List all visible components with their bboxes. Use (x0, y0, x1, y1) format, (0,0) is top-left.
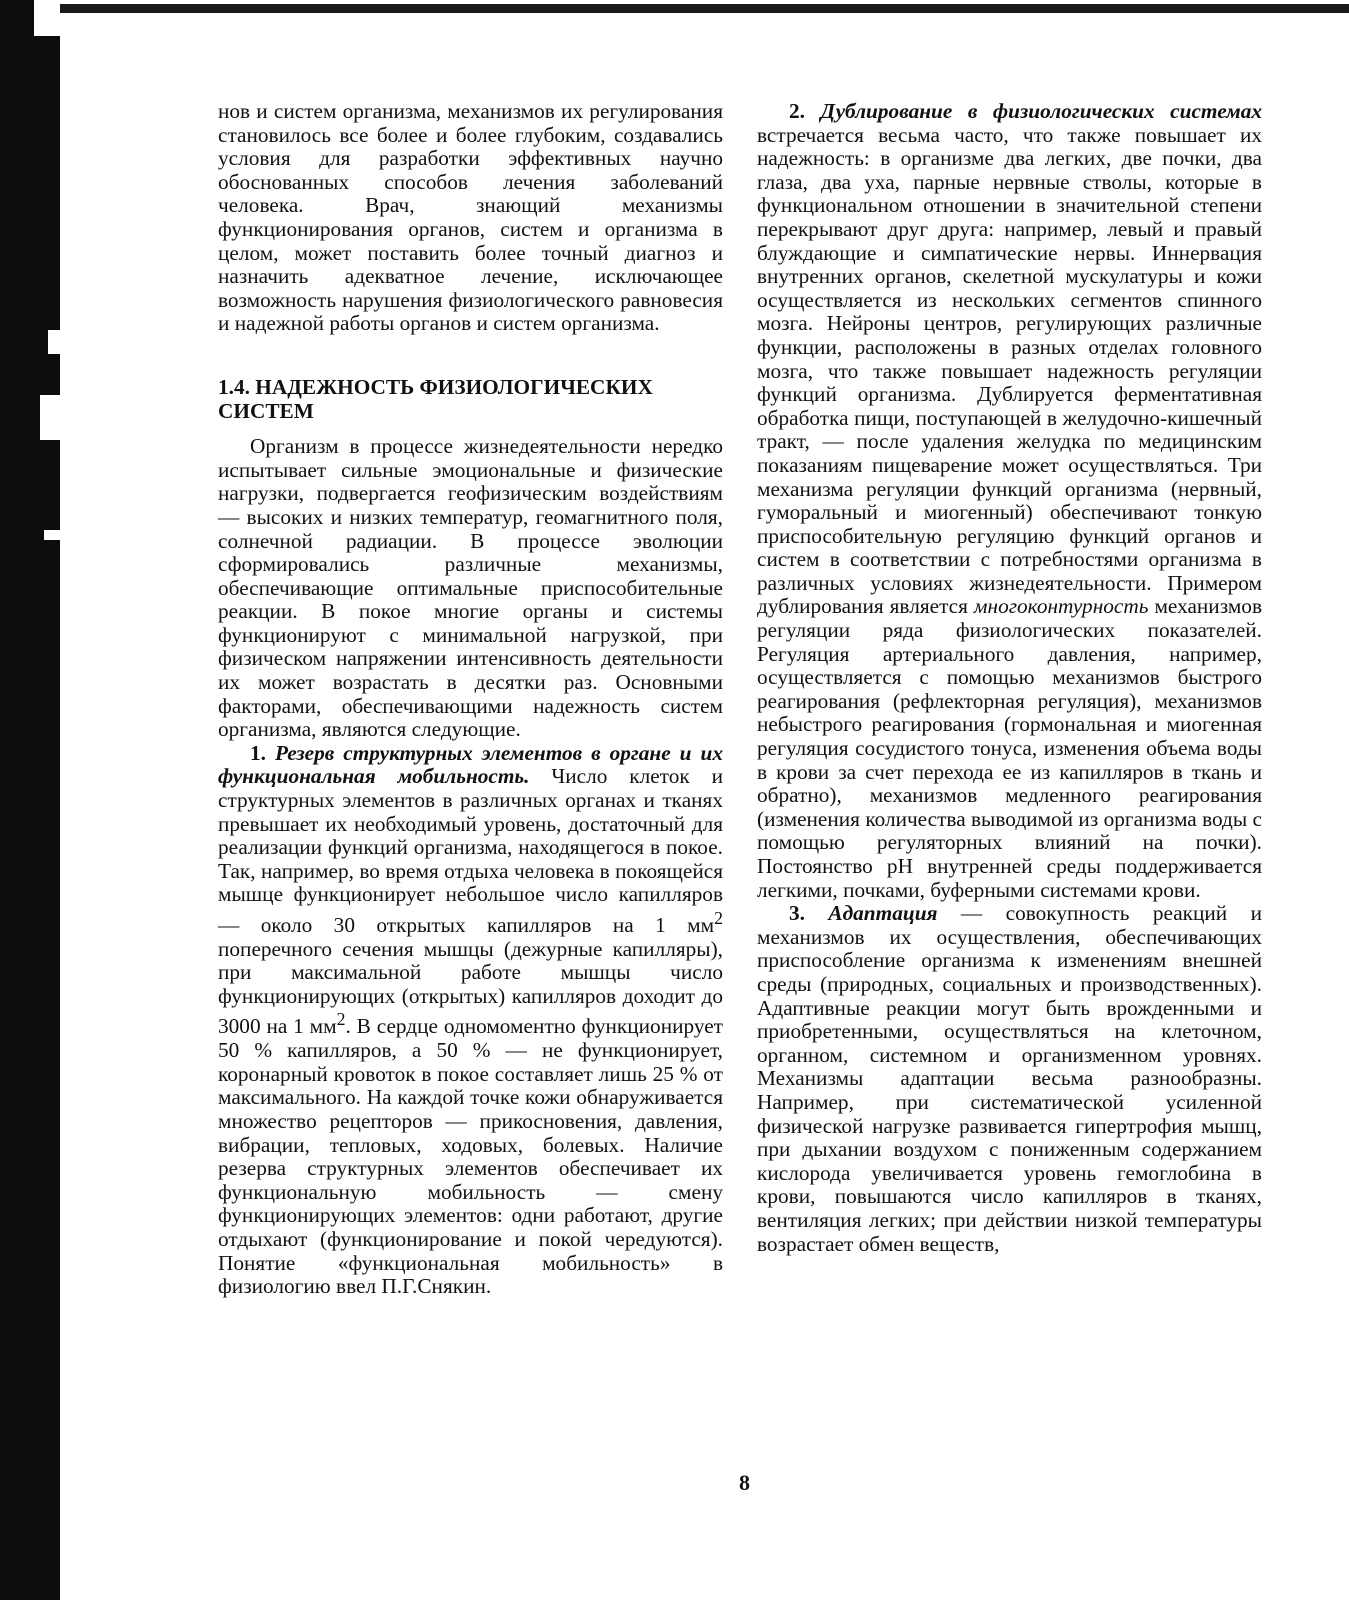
scan-left-edge (0, 0, 60, 1600)
item-number: 2. (789, 99, 821, 123)
superscript: 2 (714, 908, 723, 928)
item-heading-adaptation: Адаптация (828, 901, 938, 926)
top-scan-rule (0, 4, 1349, 13)
text-segment: Число клеток и структурных элементов в различных органах и тканях превышает их необходимый уровень, достаточный для реализации функций организма, находящегося в покое. Так, например, во время отдыха человека в покоящейся мышце функционирует небольшое число капилляров — около 30 открытых капилляров на 1 мм (218, 764, 723, 938)
text-segment: встречается весьма часто, что также повышает их надежность: в организме два легких, две почки, два глаза, два уха, парные нервные стволы, которые в функциональном отношении в значительной степени перекрывают друг друга: например, левый и правый блуждающие и симпатические нервы. Иннервация внутренних органов, скелетной мускулатуры и кожи осуществляется из нескольких сегментов спинного мозга. Нейроны центров, регулирующих различные функции, расположены в разных отделах головного мозга, что также повышает надежность регуляции функций организма. Дублируется ферментативная обработка пищи, поступающей в желудочно-кишечный тракт, — после удаления желудка по медицинским показаниям пищеварение может осуществляться. Три механизма регуляции функций организма (нервный, гуморальный и миогенный) обеспечивают тонкую приспособительную регуляцию функций органов и систем в соответствии с потребностями организма в различных условиях жизнедеятельности. Примером дублирования является (757, 122, 1262, 619)
paragraph-intro-continuation: нов и систем организма, механизмов их регулирования становилось все более и более глубоким, создавались условия для разработки эффективных научно обоснованных способов лечения заболеваний человека. Врач, знающий механизмы функционирования органов, систем и организма в целом, может поставить более точный диагноз и назначить адекватное лечение, исключающее возможность нарушения физиологического равновесия и надежной работы органов и систем организма. (218, 99, 723, 336)
item-heading-reserve: Резерв структурных элементов в органе и их функциональная мобильность. (218, 740, 723, 789)
italic-term: многоконтурность (973, 594, 1149, 619)
left-column (218, 100, 723, 1299)
page-number (0, 1470, 1349, 1496)
superscript: 2 (336, 1009, 346, 1030)
text-segment: . В сердце одномоментно функционирует 50 % капилляров, а 50 % — не функционирует, коронарный кровоток в покое составляет лишь 25 % от максимального. На каждой точке кожи обнаруживается множество рецепторов — прикосновения, давления, вибрации, тепловых, ходовых, болевых. Наличие резерва структурных элементов обеспечивает их функциональную мобильность — смену функционирующих элементов: одни работают, другие отдыхают (функционирование и покой чередуются). Понятие «функциональная мобильность» в физиологию ввел П.Г.Снякин. (218, 1014, 723, 1299)
text-segment: поперечного сечения мышцы (дежурные капилляры), при максимальной работе мышцы число функционирующих (открытых) капилляров доходит до 3000 на 1 мм (218, 936, 723, 1039)
item-number: 3. (789, 901, 829, 926)
paragraph-duplication (757, 100, 1262, 902)
section-heading: 1.4. НАДЕЖНОСТЬ ФИЗИОЛОГИЧЕСКИХ СИСТЕМ (218, 374, 653, 423)
paragraph-reserve (218, 742, 723, 1299)
item-number: 1. (250, 740, 275, 765)
right-column (757, 100, 1262, 1256)
paragraph-adaptation (757, 902, 1262, 1256)
text-segment: механизмов регуляции ряда физиологических показателей. Регуляция артериального давления, например, осуществляется с помощью механизмов быстрого реагирования (рефлекторная регуляция), механизмов небыстрого реагирования (гормональная и миогенная регуляция сосудистого тонуса, изменения объема воды в крови за счет перехода ее из капилляров в ткань и обратно), механизмов медленного реагирования (изменения количества выводимой из организма воды с помощью регуляторных влияний на почки). Постоянство рН внутренней среды поддерживается легкими, почками, буферными системами крови. (757, 594, 1262, 902)
item-heading-duplication: Дублирование в физиологических системах (820, 99, 1262, 123)
page-number-text: 8 (739, 1470, 750, 1495)
paragraph-reliability-intro: Организм в процессе жизнедеятельности нередко испытывает сильные эмоциональные и физические нагрузки, подвергается геофизическим воздействиям — высоких и низких температур, геомагнитного поля, солнечной радиации. В процессе эволюции сформировались различные механизмы, обеспечивающие оптимальные приспособительные реакции. В покое многие органы и системы функционируют с минимальной нагрузкой, при физическом напряжении интенсивность деятельности их может возрастать в десятки раз. Основными факторами, обеспечивающими надежность систем организма, являются следующие. (218, 434, 723, 742)
text-segment: — совокупность реакций и механизмов их осуществления, обеспечивающих приспособление организма к изменениям внешней среды (природных, социальных и производственных). Адаптивные реакции могут быть врожденными и приобретенными, осуществляться на клеточном, органном, системном и организменном уровнях. Механизмы адаптации весьма разнообразны. Например, при систематической усиленной физической нагрузке развивается гипертрофия мышц, при дыхании воздухом с пониженным содержанием кислорода увеличивается уровень гемоглобина в крови, повышаются число капилляров в тканях, вентиляция легких; при действии низкой температуры возрастает обмен веществ, (757, 901, 1262, 1256)
